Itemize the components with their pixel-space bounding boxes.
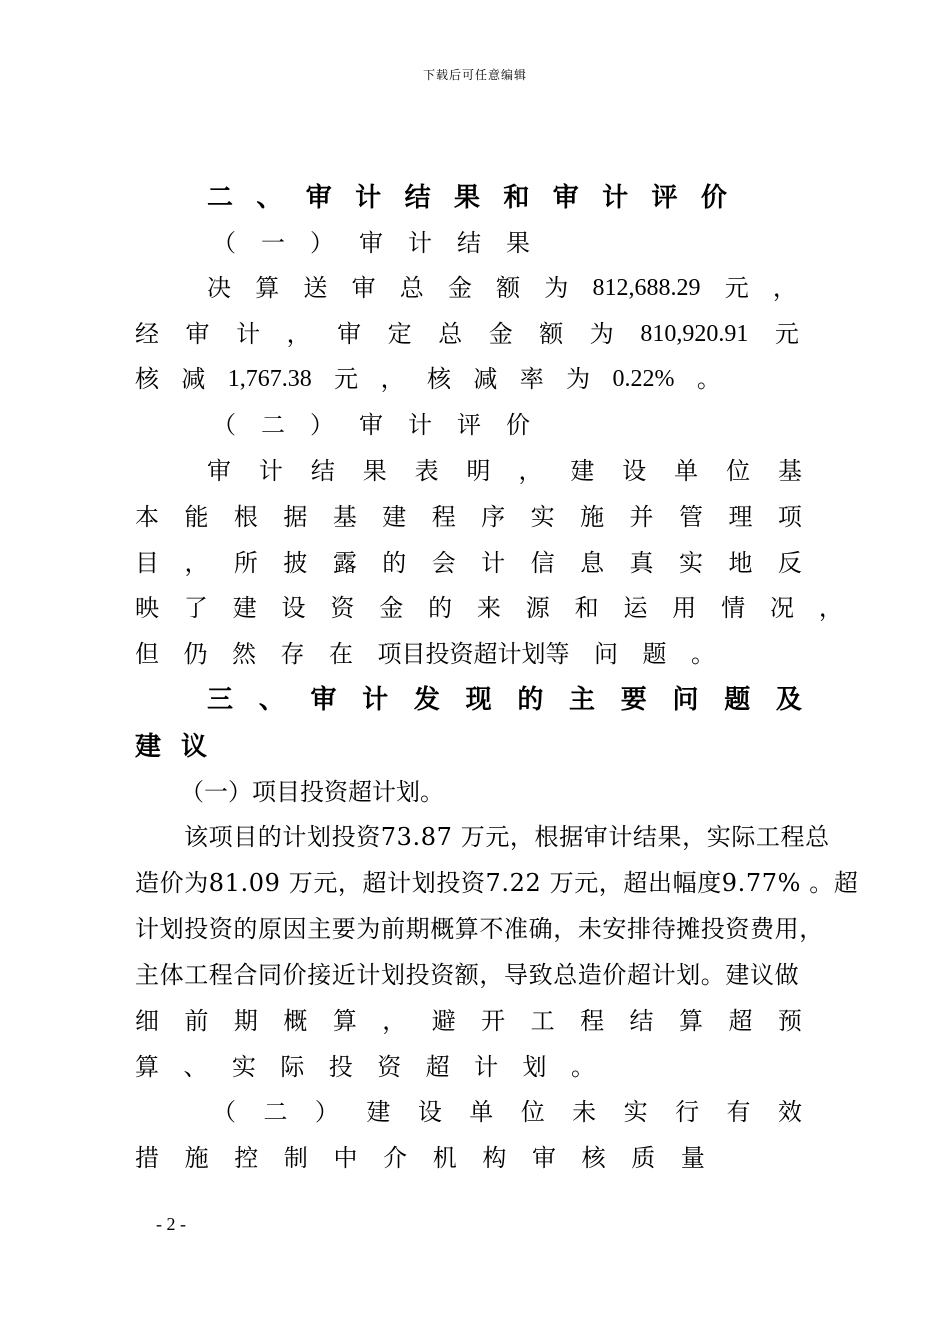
line-token: 建 (382, 503, 407, 531)
line-token: 定 (387, 320, 412, 348)
p1-line-2 (135, 319, 799, 349)
line-token: 计 (474, 1053, 499, 1081)
section-heading-3-line-2 (135, 732, 207, 762)
heading-token: 价 (700, 183, 727, 213)
line-token: 来 (476, 594, 501, 622)
line-token: 了 (183, 594, 208, 622)
line-token: 际 (280, 1053, 305, 1081)
subheading-token: ） (310, 411, 334, 439)
line-token: 用 (672, 594, 697, 622)
line-token: 决 (207, 274, 231, 302)
p2-line-1 (207, 456, 802, 486)
heading-token: 计 (602, 183, 629, 213)
line-token: 计 (258, 457, 283, 485)
line-token: 运 (623, 594, 648, 622)
line-token: 元 (724, 274, 749, 302)
line-token: 概 (283, 1007, 308, 1035)
line-token: 映 (135, 594, 159, 622)
p3-line-6 (135, 1052, 595, 1082)
heading-token: 果 (453, 183, 480, 213)
p2-line-3 (135, 548, 802, 578)
line-token: 要 (620, 685, 647, 715)
line-token: 效 (777, 1098, 802, 1126)
line-token: 能 (184, 503, 209, 531)
line-token: ） (314, 1098, 339, 1126)
line-token: 核 (581, 1144, 606, 1172)
subheading-token: 审 (359, 411, 383, 439)
line-token: 投 (328, 1053, 353, 1081)
subheading-token: 二 (261, 411, 285, 439)
line-token: 超 (728, 1007, 753, 1035)
heading-token: 评 (651, 183, 678, 213)
line-token: 发 (413, 685, 440, 715)
line-token: 息 (580, 549, 605, 577)
line-token: 项目投资超计划等 (377, 640, 570, 668)
line-token: 预 (777, 1007, 802, 1035)
subheading-token: 结 (457, 229, 481, 257)
line-token: 地 (728, 549, 753, 577)
subheading-audit-result (212, 228, 530, 258)
line-token: 划 (522, 1053, 547, 1081)
line-token: 实 (623, 1098, 648, 1126)
line-token: ， (382, 1007, 407, 1035)
line-token: 施 (184, 1144, 209, 1172)
line-token: 问 (672, 685, 699, 715)
line-token: 超 (425, 1053, 450, 1081)
line-token: 题 (724, 685, 751, 715)
line-token: 。 (696, 365, 721, 393)
line-token: 议 (180, 732, 207, 762)
line-token: 设 (622, 457, 647, 485)
line-token: 根 (233, 503, 258, 531)
line-token: 实 (231, 1053, 256, 1081)
line-token: 问 (594, 640, 618, 668)
p3-line-4: 主体工程合同价接近计划投资额，导致总造价超计划。建议做 (135, 961, 800, 989)
line-token: ， (380, 365, 405, 393)
line-token: 审 (532, 1144, 556, 1172)
line-token: 开 (481, 1007, 506, 1035)
p2-line-2 (135, 502, 802, 532)
line-token: ， (818, 594, 843, 622)
line-token: 情 (721, 594, 746, 622)
line-token: 减 (181, 365, 206, 393)
line-token: 实 (678, 549, 703, 577)
line-token: 总 (438, 320, 463, 348)
line-token: 资 (377, 1053, 402, 1081)
line-token: 812,688.29 (592, 275, 701, 301)
subheading-token: 一 (261, 229, 285, 257)
p2-line-5 (135, 639, 715, 669)
line-token: 金 (488, 320, 513, 348)
line-token: 现 (465, 685, 492, 715)
line-token: 未 (572, 1098, 597, 1126)
p2-line-4 (135, 593, 843, 623)
line-token: 。 (691, 640, 715, 668)
line-token: 审 (337, 320, 362, 348)
line-token: 实 (530, 503, 555, 531)
line-token: 主 (569, 685, 596, 715)
line-token: 为 (566, 365, 591, 393)
line-token: 行 (675, 1098, 700, 1126)
line-token: 计 (481, 549, 506, 577)
page-number: - 2 - (156, 1214, 186, 1234)
line-token: 位 (520, 1098, 545, 1126)
line-token: 结 (629, 1007, 654, 1035)
line-token: 额 (496, 274, 521, 302)
line-token: 减 (473, 365, 498, 393)
line-token: 的 (428, 594, 453, 622)
line-token: 算 (135, 1053, 159, 1081)
line-token: 计 (362, 685, 389, 715)
line-token: 工 (530, 1007, 555, 1035)
heading-token: 计 (355, 183, 382, 213)
line-token: 管 (678, 503, 703, 531)
section-heading-3-line-1 (207, 685, 802, 715)
line-token: 披 (283, 549, 308, 577)
line-token: 、 (258, 685, 285, 715)
subheading-token: 计 (408, 229, 432, 257)
p1-line-1 (207, 273, 797, 303)
line-token: （ (212, 1098, 236, 1126)
line-token: 机 (432, 1144, 457, 1172)
line-token: 建 (135, 732, 162, 762)
line-token: 建 (232, 594, 257, 622)
line-token: 设 (281, 594, 306, 622)
line-token: 为 (589, 320, 614, 348)
line-token: 0.22% (612, 366, 675, 392)
line-token: 审 (351, 274, 376, 302)
heading-token: 和 (503, 183, 530, 213)
line-token: 计 (236, 320, 261, 348)
line-token: 中 (333, 1144, 358, 1172)
line-token: 审 (185, 320, 210, 348)
subheading-token: 评 (457, 411, 481, 439)
line-token: 经 (135, 320, 159, 348)
item-2-line-1 (212, 1097, 802, 1127)
line-token: 率 (519, 365, 544, 393)
line-token: 的 (382, 549, 407, 577)
subheading-token: （ (212, 411, 236, 439)
line-token: 题 (642, 640, 667, 668)
line-token: 据 (283, 503, 308, 531)
line-token: 细 (135, 1007, 159, 1035)
line-token: 控 (234, 1144, 259, 1172)
line-token: 序 (481, 503, 506, 531)
subheading-token: （ (212, 229, 236, 257)
line-token: 总 (399, 274, 424, 302)
heading-token: 审 (552, 183, 579, 213)
line-token: 三 (207, 685, 234, 715)
line-token: 措 (135, 1144, 159, 1172)
line-token: 1,767.38 (227, 366, 312, 392)
line-token: 有 (726, 1098, 751, 1126)
section-heading-2 (207, 183, 727, 213)
line-token: 况 (769, 594, 794, 622)
line-token: 算 (678, 1007, 703, 1035)
line-token: 源 (525, 594, 550, 622)
line-token: 真 (629, 549, 654, 577)
line-token: 仍 (183, 640, 208, 668)
line-token: 二 (263, 1098, 288, 1126)
subheading-token: 果 (506, 229, 530, 257)
line-token: 和 (574, 594, 599, 622)
subheading-token: 价 (506, 411, 530, 439)
heading-token: 结 (404, 183, 431, 213)
subheading-audit-evaluation (212, 410, 530, 440)
line-token: 建 (570, 457, 595, 485)
line-token: 位 (726, 457, 751, 485)
p3-line-3: 计划投资的原因主要为前期概算不准确，未安排待摊投资费用， (135, 915, 824, 943)
line-token: 存 (280, 640, 305, 668)
line-token: 为 (544, 274, 569, 302)
line-token: 审 (310, 685, 337, 715)
line-token: ， (772, 274, 797, 302)
line-token: ， (286, 320, 311, 348)
line-token: 制 (283, 1144, 308, 1172)
line-token: 量 (680, 1144, 705, 1172)
line-token: 基 (332, 503, 357, 531)
line-token: 建 (366, 1098, 391, 1126)
line-token: 明 (466, 457, 491, 485)
p3-line-5 (135, 1006, 802, 1036)
line-token: 审 (207, 457, 231, 485)
line-token: 程 (580, 1007, 605, 1035)
line-token: 在 (329, 640, 353, 668)
line-token: 并 (629, 503, 654, 531)
line-token: 额 (539, 320, 564, 348)
subheading-token: ） (310, 229, 334, 257)
line-token: ， (184, 549, 209, 577)
subheading-token: 计 (408, 411, 432, 439)
line-token: 果 (362, 457, 387, 485)
line-token: 结 (310, 457, 335, 485)
line-token: 核 (135, 365, 159, 393)
line-token: 质 (631, 1144, 656, 1172)
line-token: 元 (774, 320, 799, 348)
item-2-line-2 (135, 1143, 705, 1173)
subheading-token: 审 (359, 229, 383, 257)
line-token: 所 (233, 549, 258, 577)
line-token: 然 (232, 640, 256, 668)
line-token: 但 (135, 640, 159, 668)
line-token: 反 (777, 549, 802, 577)
line-token: 的 (517, 685, 544, 715)
p1-line-3 (135, 364, 721, 394)
item-1-heading: （一）项目投资超计划。 (180, 778, 444, 806)
line-token: 表 (414, 457, 439, 485)
line-token: 、 (183, 1053, 208, 1081)
line-token: 单 (469, 1098, 494, 1126)
line-token: 金 (379, 594, 404, 622)
line-token: 本 (135, 503, 159, 531)
p3-line-1: 该项目的计划投资73.87 万元，根据审计结果，实际工程总 (184, 823, 830, 851)
p3-line-2: 造价为81.09 万元，超计划投资7.22 万元，超出幅度9.77% 。超 (135, 869, 859, 897)
line-token: 金 (447, 274, 472, 302)
line-token: 期 (233, 1007, 258, 1035)
line-token: 单 (674, 457, 699, 485)
line-token: 信 (530, 549, 555, 577)
page-header: 下载后可任意编辑 (422, 68, 527, 82)
line-token: ， (518, 457, 543, 485)
line-token: 避 (431, 1007, 456, 1035)
line-token: 构 (482, 1144, 507, 1172)
line-token: 项 (777, 503, 802, 531)
line-token: 露 (332, 549, 357, 577)
line-token: 及 (775, 685, 802, 715)
line-token: 介 (383, 1144, 408, 1172)
line-token: 目 (135, 549, 159, 577)
heading-token: 二 (207, 183, 234, 213)
line-token: 资 (330, 594, 355, 622)
line-token: 设 (417, 1098, 442, 1126)
line-token: 元 (334, 365, 359, 393)
heading-token: 、 (256, 183, 283, 213)
heading-token: 审 (305, 183, 332, 213)
line-token: 810,920.91 (640, 321, 749, 347)
line-token: 会 (431, 549, 456, 577)
line-token: 施 (580, 503, 605, 531)
line-token: 基 (777, 457, 802, 485)
line-token: 算 (255, 274, 280, 302)
line-token: 理 (728, 503, 753, 531)
line-token: 。 (570, 1053, 595, 1081)
line-token: 程 (431, 503, 456, 531)
line-token: 前 (184, 1007, 209, 1035)
line-token: 核 (426, 365, 451, 393)
line-token: 算 (332, 1007, 357, 1035)
line-token: 送 (303, 274, 328, 302)
